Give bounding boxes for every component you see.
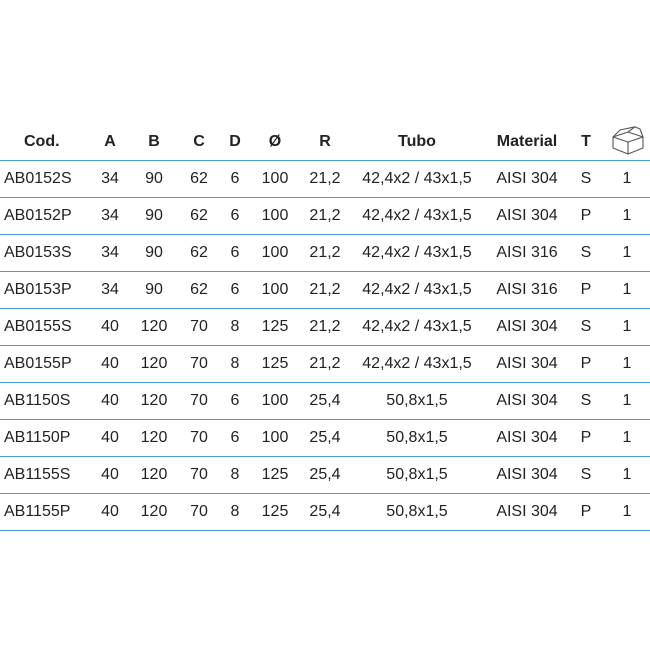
cell-diameter: 100 — [261, 281, 289, 298]
cell-diameter: 100 — [261, 244, 289, 261]
cell-diameter: 100 — [261, 170, 289, 187]
cell-qty: 1 — [622, 466, 632, 483]
cell-c: 62 — [190, 244, 208, 261]
cell-a: 40 — [101, 392, 119, 409]
table-row — [0, 383, 650, 420]
table-row — [0, 235, 650, 272]
cell-d: 6 — [230, 429, 240, 446]
cell-diameter: 100 — [261, 429, 289, 446]
cell-r: 21,2 — [309, 244, 341, 261]
cell-diameter: 125 — [261, 466, 289, 483]
cell-diameter: 100 — [261, 392, 289, 409]
cell-qty: 1 — [622, 503, 632, 520]
cell-d: 8 — [230, 355, 240, 372]
header-a: A — [104, 133, 116, 150]
cell-d: 6 — [230, 392, 240, 409]
cell-material: AISI 316 — [496, 244, 558, 261]
cell-b: 90 — [145, 281, 163, 298]
cell-d: 8 — [230, 466, 240, 483]
cell-b: 120 — [140, 503, 168, 520]
cell-d: 8 — [230, 503, 240, 520]
cell-tubo: 50,8x1,5 — [386, 503, 448, 520]
cell-r: 21,2 — [309, 355, 341, 372]
cell-t: S — [580, 244, 592, 261]
cell-a: 40 — [101, 355, 119, 372]
cell-cod: AB0155P — [4, 355, 72, 372]
cell-cod: AB0153S — [4, 244, 72, 261]
cell-b: 120 — [140, 318, 168, 335]
cell-cod: AB1155S — [4, 466, 71, 483]
cell-qty: 1 — [622, 318, 632, 335]
cell-qty: 1 — [622, 392, 632, 409]
cell-a: 34 — [101, 170, 119, 187]
table-row — [0, 346, 650, 383]
header-cod: Cod. — [24, 133, 60, 150]
cell-c: 70 — [190, 318, 208, 335]
cell-tubo: 50,8x1,5 — [386, 466, 448, 483]
cell-material: AISI 316 — [496, 281, 558, 298]
header-tubo: Tubo — [398, 133, 436, 150]
cell-qty: 1 — [622, 207, 632, 224]
cell-cod: AB0152S — [4, 170, 72, 187]
cell-c: 70 — [190, 355, 208, 372]
header-diameter: Ø — [268, 133, 282, 150]
cell-tubo: 42,4x2 / 43x1,5 — [362, 318, 472, 335]
product-table — [0, 124, 650, 531]
table-row — [0, 161, 650, 198]
cell-c: 62 — [190, 207, 208, 224]
cell-d: 6 — [230, 170, 240, 187]
cell-c: 70 — [190, 429, 208, 446]
cell-t: P — [580, 281, 592, 298]
header-t: T — [581, 133, 591, 150]
cell-tubo: 42,4x2 / 43x1,5 — [362, 244, 472, 261]
cell-b: 120 — [140, 466, 168, 483]
table-row — [0, 198, 650, 235]
cell-r: 21,2 — [309, 170, 341, 187]
cell-cod: AB0153P — [4, 281, 72, 298]
cell-qty: 1 — [622, 429, 632, 446]
cell-tubo: 42,4x2 / 43x1,5 — [362, 170, 472, 187]
cell-cod: AB1150P — [4, 429, 71, 446]
cell-diameter: 125 — [261, 355, 289, 372]
cell-a: 40 — [101, 318, 119, 335]
table-row — [0, 309, 650, 346]
cell-c: 62 — [190, 170, 208, 187]
cell-c: 70 — [190, 392, 208, 409]
cell-r: 25,4 — [309, 466, 341, 483]
cell-material: AISI 304 — [496, 503, 558, 520]
cell-t: P — [580, 355, 592, 372]
cell-diameter: 125 — [261, 318, 289, 335]
table-row — [0, 457, 650, 494]
cell-d: 6 — [230, 244, 240, 261]
cell-tubo: 42,4x2 / 43x1,5 — [362, 281, 472, 298]
cell-t: S — [580, 392, 592, 409]
cell-material: AISI 304 — [496, 466, 558, 483]
cell-a: 40 — [101, 429, 119, 446]
cell-b: 90 — [145, 207, 163, 224]
header-r: R — [319, 133, 331, 150]
cell-b: 90 — [145, 244, 163, 261]
header-d: D — [229, 133, 241, 150]
cell-t: P — [580, 429, 592, 446]
cell-material: AISI 304 — [496, 207, 558, 224]
cell-c: 70 — [190, 503, 208, 520]
cell-r: 25,4 — [309, 429, 341, 446]
table-row — [0, 272, 650, 309]
cell-t: S — [580, 170, 592, 187]
cell-b: 120 — [140, 429, 168, 446]
header-c: C — [193, 133, 205, 150]
cell-diameter: 125 — [261, 503, 289, 520]
cell-d: 8 — [230, 318, 240, 335]
cell-tubo: 50,8x1,5 — [386, 392, 448, 409]
cell-r: 21,2 — [309, 281, 341, 298]
cell-qty: 1 — [622, 355, 632, 372]
cell-qty: 1 — [622, 170, 632, 187]
box-icon — [610, 126, 646, 156]
cell-t: P — [580, 503, 592, 520]
cell-material: AISI 304 — [496, 170, 558, 187]
cell-a: 34 — [101, 244, 119, 261]
cell-t: S — [580, 318, 592, 335]
cell-c: 62 — [190, 281, 208, 298]
cell-b: 120 — [140, 392, 168, 409]
cell-a: 40 — [101, 503, 119, 520]
cell-qty: 1 — [622, 244, 632, 261]
cell-r: 25,4 — [309, 392, 341, 409]
cell-diameter: 100 — [261, 207, 289, 224]
header-b: B — [148, 133, 160, 150]
cell-cod: AB1155P — [4, 503, 71, 520]
cell-material: AISI 304 — [496, 392, 558, 409]
cell-r: 21,2 — [309, 318, 341, 335]
cell-r: 25,4 — [309, 503, 341, 520]
table-row — [0, 494, 650, 531]
cell-d: 6 — [230, 281, 240, 298]
cell-material: AISI 304 — [496, 429, 558, 446]
cell-t: P — [580, 207, 592, 224]
cell-b: 90 — [145, 170, 163, 187]
table-row — [0, 420, 650, 457]
cell-material: AISI 304 — [496, 355, 558, 372]
cell-c: 70 — [190, 466, 208, 483]
cell-b: 120 — [140, 355, 168, 372]
cell-cod: AB1150S — [4, 392, 71, 409]
cell-qty: 1 — [622, 281, 632, 298]
cell-tubo: 42,4x2 / 43x1,5 — [362, 207, 472, 224]
cell-cod: AB0155S — [4, 318, 72, 335]
table-header-row — [0, 124, 650, 161]
cell-t: S — [580, 466, 592, 483]
cell-d: 6 — [230, 207, 240, 224]
cell-cod: AB0152P — [4, 207, 72, 224]
cell-a: 40 — [101, 466, 119, 483]
cell-r: 21,2 — [309, 207, 341, 224]
cell-a: 34 — [101, 207, 119, 224]
header-material: Material — [496, 133, 558, 150]
cell-material: AISI 304 — [496, 318, 558, 335]
cell-tubo: 42,4x2 / 43x1,5 — [362, 355, 472, 372]
cell-a: 34 — [101, 281, 119, 298]
cell-tubo: 50,8x1,5 — [386, 429, 448, 446]
